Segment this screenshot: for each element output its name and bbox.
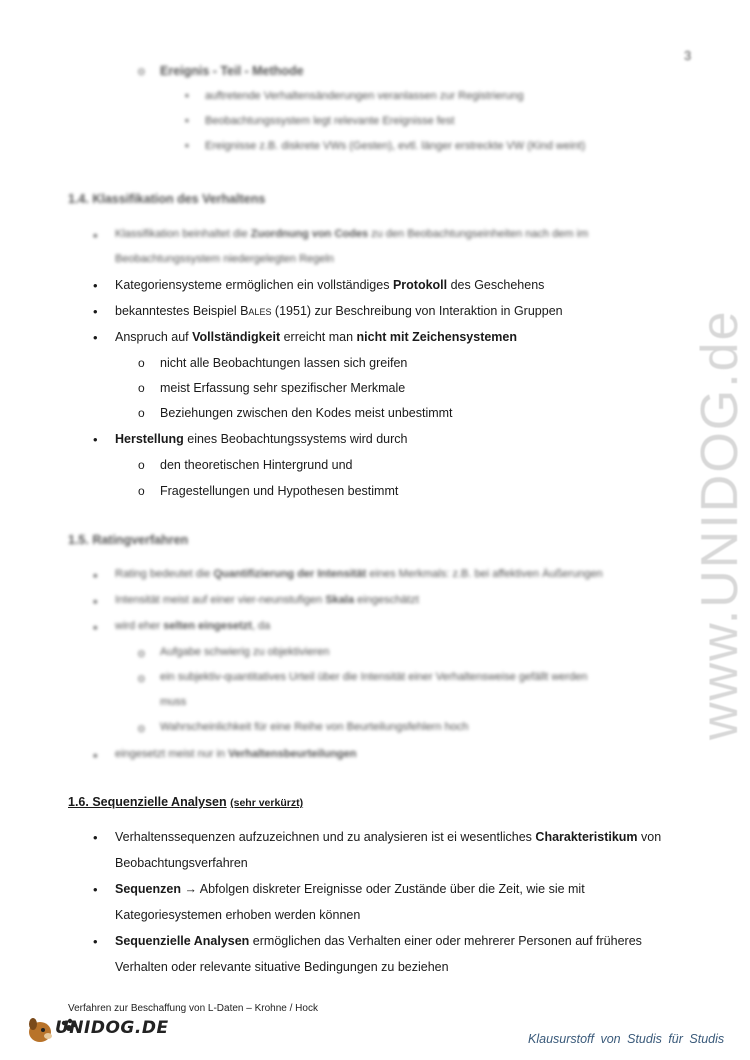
section-heading: 1.6. Sequenzielle Analysen (sehr verkürzt)	[68, 795, 304, 809]
list-item: • Klassifikation beinhaltet die Zuordnung von Codes zu den Beobachtungseinheiten nach dem im	[115, 228, 588, 240]
list-item: • Sequenzen → Abfolgen diskreter Ereignisse oder Zustände über die Zeit, wie sie mit	[115, 882, 585, 896]
list-item: ▪ auftretende Verhaltensänderungen veranlassen zur Registrierung	[205, 90, 524, 102]
list-item: ▪ Ereignisse z.B. diskrete VWs (Gesten), evtl. länger erstreckte VW (Kind weint)	[205, 140, 585, 152]
list-item: o Aufgabe schwierig zu objektivieren	[160, 646, 329, 658]
list-item: o nicht alle Beobachtungen lassen sich greifen	[160, 356, 407, 370]
list-item: • wird eher selten eingesetzt, da	[115, 620, 270, 632]
section-heading: 1.4. Klassifikation des Verhaltens	[68, 192, 266, 206]
list-item-continuation: Beobachtungssystem niedergelegten Regeln	[115, 253, 334, 265]
watermark: www.UNIDOG.de	[691, 309, 749, 740]
list-item: • bekanntestes Beispiel Bales (1951) zur Beschreibung von Interaktion in Gruppen	[115, 304, 563, 318]
list-item-continuation: muss	[160, 696, 187, 708]
list-item-continuation: Kategoriesystemen erhoben werden können	[115, 908, 361, 922]
list-item: o den theoretischen Hintergrund und	[160, 458, 353, 472]
list-item: • Rating bedeutet die Quantifizierung der Intensität eines Merkmals: z.B. bei affektiven Äußerungen	[115, 568, 603, 580]
page-number: 3	[684, 48, 692, 63]
list-item: o Wahrscheinlichkeit für eine Reihe von Beurteilungsfehlern hoch	[160, 721, 468, 733]
list-item: ▪ Beobachtungssystem legt relevante Ereignisse fest	[205, 115, 454, 127]
list-item: • Kategoriensysteme ermöglichen ein vollständiges Protokoll des Geschehens	[115, 278, 544, 292]
list-item: • Herstellung eines Beobachtungssystems wird durch	[115, 432, 408, 446]
list-item: o Beziehungen zwischen den Kodes meist unbestimmt	[160, 406, 453, 420]
list-item-continuation: Beobachtungsverfahren	[115, 856, 248, 870]
list-item: • Verhaltenssequenzen aufzuzeichnen und zu analysieren ist ei wesentliches Charakteristikum von	[115, 830, 661, 844]
list-item: o Ereignis - Teil - Methode	[160, 64, 304, 78]
list-item: • Anspruch auf Vollständigkeit erreicht man nicht mit Zeichensystemen	[115, 330, 517, 344]
footer-slogan: Klausurstoff von Studis für Studis	[528, 1032, 725, 1046]
list-item: o ein subjektiv-quantitatives Urteil über die Intensität einer Verhaltensweise gefällt werden	[160, 671, 587, 683]
list-item: • Sequenzielle Analysen ermöglichen das Verhalten einer oder mehrerer Personen auf früheres	[115, 934, 642, 948]
list-item: • Intensität meist auf einer vier-neunstufigen Skala eingeschätzt	[115, 594, 419, 606]
list-item: • eingesetzt meist nur in Verhaltensbeurteilungen	[115, 748, 357, 760]
logo-text: UNIDOG.DE	[55, 1018, 169, 1038]
footer-text: Verfahren zur Beschaffung von L-Daten – Krohne / Hock	[68, 1003, 318, 1014]
list-item: o meist Erfassung sehr spezifischer Merkmale	[160, 381, 405, 395]
list-item-continuation: Verhalten oder relevante situative Bedingungen zu beziehen	[115, 960, 449, 974]
section-heading: 1.5. Ratingverfahren	[68, 533, 189, 547]
list-item: o Fragestellungen und Hypothesen bestimmt	[160, 484, 398, 498]
